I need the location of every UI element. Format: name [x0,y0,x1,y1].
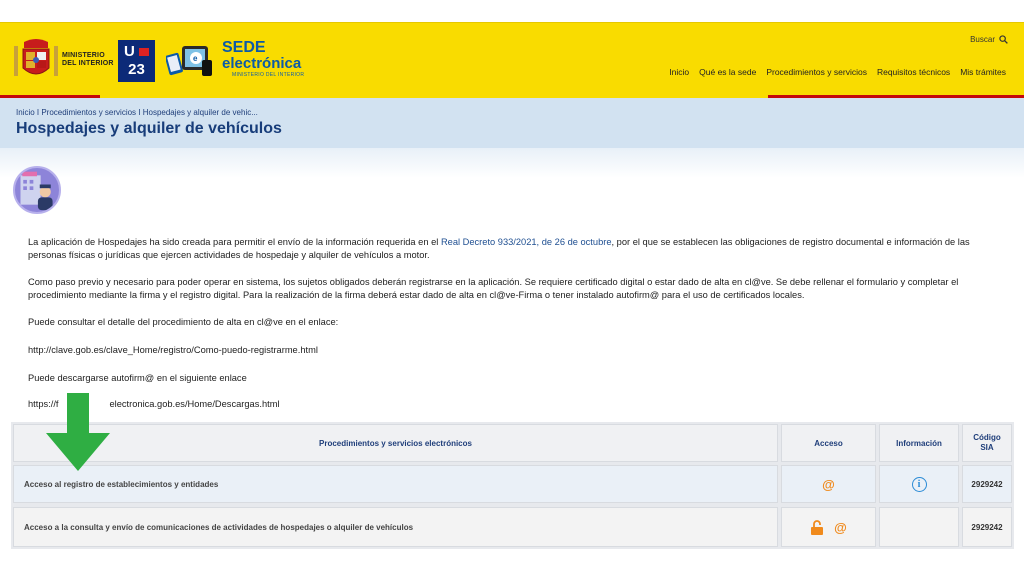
clave-link[interactable]: http://clave.gob.es/clave_Home/registro/Como-puedo-registrarme.html [28,345,318,355]
intro-text-start: La aplicación de Hospedajes ha sido creada para permitir el envío de la información requerida en el [28,237,441,247]
autofirma-link-end[interactable]: electronica.gob.es/Home/Descargas.html [109,399,280,409]
eu-logo-top: U [118,43,155,61]
header-sia: Código SIA [962,424,1012,462]
sede-ministry: MINISTERIO DEL INTERIOR [232,72,305,78]
services-table [11,422,1014,549]
eu-presidency-logo [118,40,155,82]
sede-devices-icon[interactable] [166,42,214,80]
row1-procedure: Acceso al registro de establecimientos y entidades [13,465,778,503]
nav-inicio[interactable]: Inicio [669,67,690,77]
row1-access-cell [781,465,876,503]
sede-subtitle: electrónica [222,55,302,72]
registration-paragraph: Como paso previo y necesario para poder operar en sistema, los sujetos obligados deberán registrarse en la aplicación. Se requiere certificado digital o estar dado de alta en cl@ve. Se debe rellenar el formulario y completar el procedimiento mediante la firma y el registro digital. Para la realización de la firma deberá estar dado de alta en cl@ve-Firma o tener instalado autofirm@ para el uso de certificados locales. [28,277,959,300]
intro-paragraph [28,236,998,261]
row2-procedure: Acceso a la consulta y envío de comunicaciones de actividades de hospedajes o alquiler de vehículos [13,507,778,547]
at-access-icon[interactable]: @ [834,519,847,535]
page-title: Hospedajes y alquiler de vehículos [16,120,282,137]
autofirma-link-start[interactable]: https://f [28,399,59,409]
nav-que-es-la-sede[interactable]: Qué es la sede [699,67,757,77]
header-info: Información [879,424,959,462]
clave-info-paragraph: Puede consultar el detalle del procedimiento de alta en cl@ve en el enlace: [28,317,339,327]
row2-info-cell [879,507,959,547]
at-access-icon[interactable]: @ [822,476,835,492]
search-control[interactable] [970,35,1008,44]
ministry-line-2: DEL INTERIOR [62,60,114,67]
nav-procedimientos[interactable]: Procedimientos y servicios [766,67,867,77]
breadcrumb[interactable]: Inicio I Procedimientos y servicios I Hospedajes y alquiler de vehic... [16,108,258,117]
open-lock-icon[interactable] [810,520,824,535]
hotel-avatar-icon [13,166,61,214]
nav-requisitos[interactable]: Requisitos técnicos [876,67,951,77]
search-icon[interactable] [999,35,1008,44]
intro-text-end: , por el que se establecen las obligaciones de registro documental e información de las personas físicas o jurídicas que ejercen actividades de hospedaje y alquiler de vehículos a motor. [28,237,970,260]
ministry-name [62,52,114,68]
coat-of-arms-icon[interactable] [14,38,58,84]
header-procedures: Procedimientos y servicios electrónicos [13,424,778,462]
header-access: Acceso [781,424,876,462]
row1-sia: 2929242 [962,465,1012,503]
green-down-arrow-icon [46,393,110,471]
autofirma-link[interactable] [28,398,998,411]
real-decreto-link[interactable]: Real Decreto 933/2021, de 26 de octubre [440,237,612,247]
main-nav [669,67,1006,77]
svg-text:e: e [193,54,198,63]
row1-info-cell [879,465,959,503]
row2-access-cell [781,507,876,547]
nav-mis-tramites[interactable]: Mis trámites [960,67,1006,77]
eu-logo-bottom: 23 [128,61,145,78]
autofirma-info-paragraph: Puede descargarse autofirm@ en el siguiente enlace [28,373,247,383]
search-label: Buscar [970,35,995,44]
sede-title: SEDE [222,39,266,56]
eu-red-mark [139,48,149,56]
info-icon[interactable]: i [912,477,927,492]
row2-sia: 2929242 [962,507,1012,547]
ministry-line-1: MINISTERIO [62,52,105,59]
